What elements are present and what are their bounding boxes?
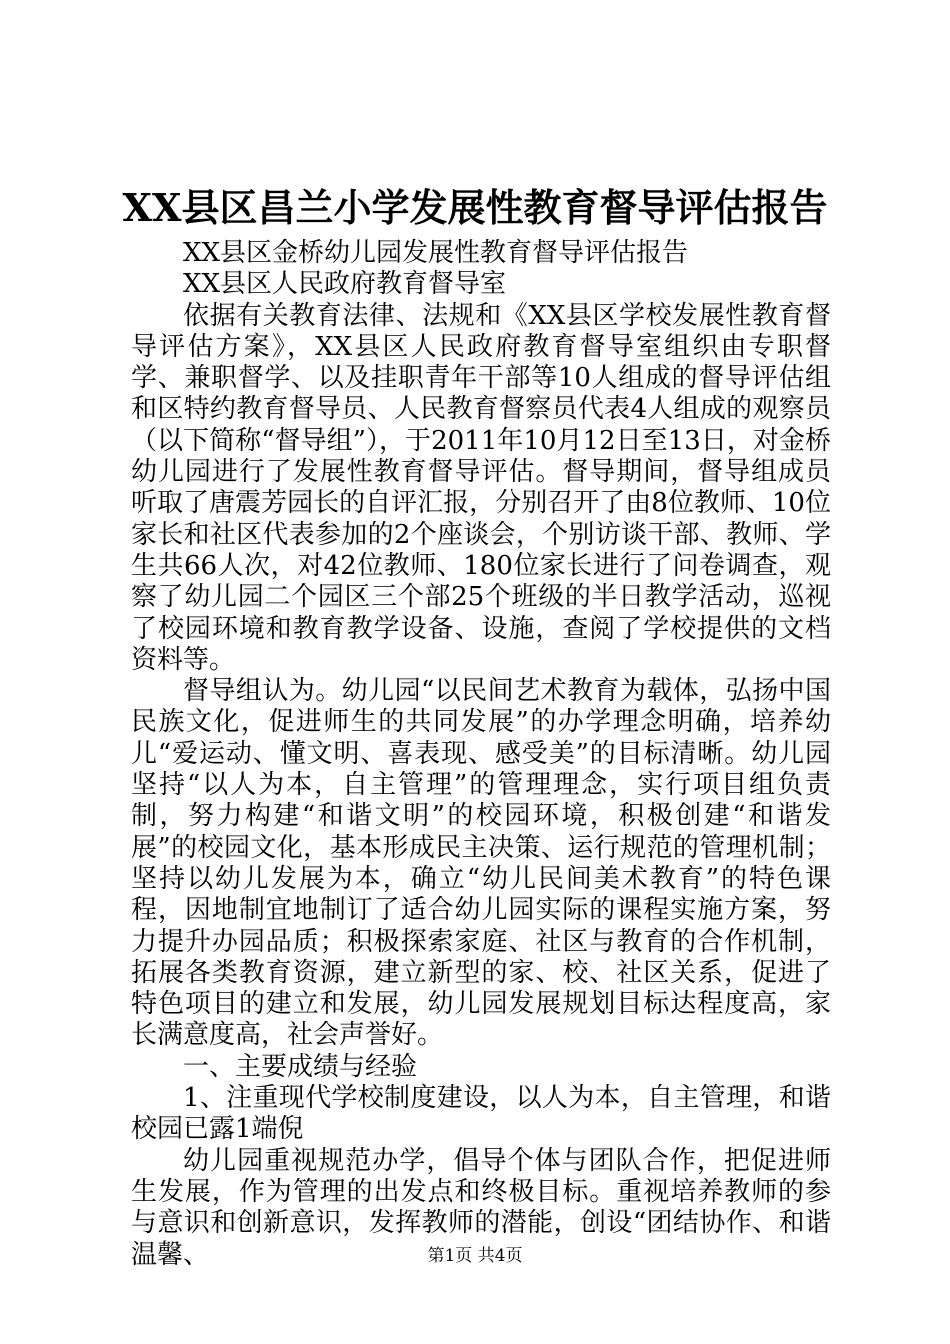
paragraph: 依据有关教育法律、法规和《XX县区学校发展性教育督导评估方案》，XX县区人民政府教育督导室组织由专职督学、兼职督学、以及挂职青年干部等10人组成的督导评估组和区特约教育督导员、人民教育督察员代表4人组成的观察员（以下简称“督导组”），于2011年10月12日至13日，对金桥幼儿园进行了发展性教育督导评估。督导期间，督导组成员听取了唐震芳园长的自评汇报，分别召开了由8位教师、10位家长和社区代表参加的2个座谈会，个别访谈干部、教师、学生共66人次，对42位教师、180位家长进行了问卷调查，观察了幼儿园二个园区三个部25个班级的半日教学活动，巡视了校园环境和教育教学设备、设施，查阅了学校提供的文档资料等。 (131, 300, 831, 675)
document-body (131, 238, 831, 1271)
paragraph: 督导组认为。幼儿园“以民间艺术教育为载体，弘扬中国民族文化，促进师生的共同发展”的办学理念明确，培养幼儿“爱运动、懂文明、喜表现、感受美”的目标清晰。幼儿园坚持“以人为本，自主管理”的管理理念，实行项目组负责制，努力构建“和谐文明”的校园环境，积极创建“和谐发展”的校园文化，基本形成民主决策、运行规范的管理机制；坚持以幼儿发展为本，确立“幼儿民间美术教育”的特色课程，因地制宜地制订了适合幼儿园实际的课程实施方案，努力提升办园品质；积极探索家庭、社区与教育的合作机制，拓展各类教育资源，建立新型的家、校、社区关系，促进了特色项目的建立和发展，幼儿园发展规划目标达程度高，家长满意度高，社会声誉好。 (131, 676, 831, 1051)
paragraph-subtitle: XX县区金桥幼儿园发展性教育督导评估报告 (183, 238, 689, 268)
paragraph: 幼儿园重视规范办学，倡导个体与团队合作，把促进师生发展，作为管理的出发点和终极目标。重视培养教师的参与意识和创新意识，发挥教师的潜能，创设“团结协作、和谐温馨、 (131, 1145, 831, 1270)
subsection-heading: 1、注重现代学校制度建设，以人为本，自主管理，和谐校园已露1端倪 (131, 1083, 831, 1145)
document-title: XX县区昌兰小学发展性教育督导评估报告 (122, 185, 828, 230)
section-heading: 一、主要成绩与经验 (183, 1051, 418, 1082)
page-footer: 第1页 共4页 (427, 1246, 523, 1266)
paragraph-issuer: XX县区人民政府教育督导室 (183, 269, 507, 300)
